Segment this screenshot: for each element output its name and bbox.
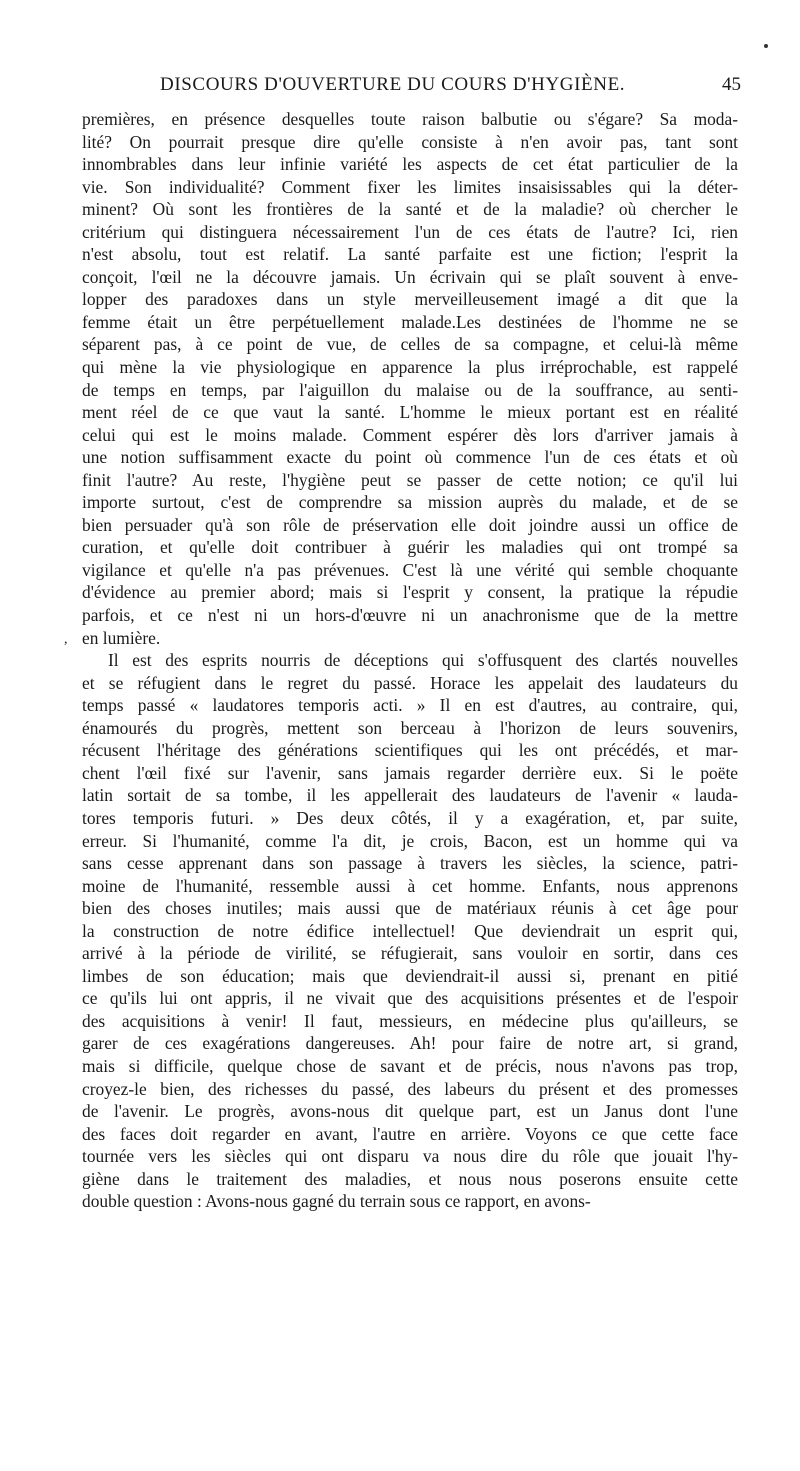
text-line: croyez-le bien, des richesses du passé, des labeurs du présent et des promesses — [82, 1078, 738, 1099]
text-line: minent? Où sont les frontières de la santé et de la maladie? où chercher le — [82, 199, 738, 220]
text-line: arrivé à la période de virilité, se réfugierait, sans vouloir en sortir, dans ces — [82, 943, 738, 964]
text-line: une notion suffisamment exacte du point où commence l'un de ces états et où — [82, 447, 738, 468]
text-line: vie. Son individualité? Comment fixer les limites insaisissables qui la déter- — [82, 176, 738, 197]
text-line: tores temporis futuri. » Des deux côtés, il y a exagération, et, par suite, — [82, 807, 738, 828]
text-line: temps passé « laudatores temporis acti. » Il en est d'autres, au contraire, qui, — [82, 695, 738, 716]
text-line: finit l'autre? Au reste, l'hygiène peut se passer de cette notion; ce qu'il lui — [82, 469, 738, 490]
text-line: double question : Avons-nous gagné du terrain sous ce rapport, en avons- — [82, 1191, 591, 1212]
running-title: DISCOURS D'OUVERTURE DU COURS D'HYGIÈNE. — [160, 74, 626, 95]
text-line: chent l'œil fixé sur l'avenir, sans jamais regarder derrière eux. Si le poëte — [82, 762, 738, 783]
text-line: latin sortait de sa tombe, il les appellerait des laudateurs de l'avenir « lauda- — [82, 785, 738, 806]
margin-comma-mark: , — [64, 632, 68, 647]
text-line: bien des choses inutiles; mais aussi que de matériaux réunis à cet âge pour — [82, 898, 738, 919]
text-line: des acquisitions à venir! Il faut, messieurs, en médecine plus qu'ailleurs, se — [82, 1010, 738, 1031]
text-line: en lumière. — [82, 627, 161, 648]
text-line: limbes de son éducation; mais que deviendrait-il aussi si, prenant en pitié — [82, 965, 738, 986]
text-line: séparent pas, à ce point de vue, de celles de sa compagne, et celui-là même — [82, 334, 738, 355]
text-line: erreur. Si l'humanité, comme l'a dit, je crois, Bacon, est un homme qui va — [82, 830, 738, 851]
text-line: et se réfugient dans le regret du passé. Horace les appelait des laudateurs du — [82, 672, 738, 693]
text-line: énamourés du progrès, mettent son berceau à l'horizon de leurs souvenirs, — [82, 717, 738, 738]
text-line: curation, et qu'elle doit contribuer à guérir les maladies qui ont trompé sa — [82, 537, 738, 558]
body-text — [82, 108, 738, 1213]
page-number: 45 — [722, 74, 741, 95]
text-line: garer de ces exagérations dangereuses. Ah! pour faire de notre art, si grand, — [82, 1033, 738, 1054]
text-line: innombrables dans leur infinie variété les aspects de cet état particulier de la — [82, 154, 738, 175]
text-line: ce qu'ils lui ont appris, il ne vivait que des acquisitions présentes et de l'espoir — [82, 988, 738, 1009]
text-line: premières, en présence desquelles toute raison balbutie ou s'égare? Sa moda- — [82, 109, 738, 129]
text-line: moine de l'humanité, ressemble aussi à cet homme. Enfants, nous apprenons — [82, 875, 738, 896]
running-head — [0, 74, 800, 104]
text-line: critérium qui distinguera nécessairement l'un de ces états de l'autre? Ici, rien — [82, 221, 738, 242]
text-line: bien persuader qu'à son rôle de préservation elle doit joindre aussi un office de — [82, 514, 738, 535]
text-line: mais si difficile, quelque chose de savant et de précis, nous n'avons pas trop, — [82, 1055, 738, 1076]
text-line: d'évidence au premier abord; mais si l'esprit y consent, la pratique la répudie — [82, 582, 738, 603]
text-line: des faces doit regarder en avant, l'autre en arrière. Voyons ce que cette face — [82, 1123, 738, 1144]
text-line: lopper des paradoxes dans un style merveilleusement imagé a dit que la — [82, 289, 738, 310]
text-line: n'est absolu, tout est relatif. La santé parfaite est une fiction; l'esprit la — [82, 244, 738, 265]
text-line: de l'avenir. Le progrès, avons-nous dit quelque part, est un Janus dont l'une — [82, 1101, 738, 1122]
text-line: parfois, et ce n'est ni un hors-d'œuvre ni un anachronisme que de la mettre — [82, 605, 738, 626]
text-line: celui qui est le moins malade. Comment espérer dès lors d'arriver jamais à — [82, 424, 738, 445]
text-line: importe surtout, c'est de comprendre sa mission auprès du malade, et de se — [82, 492, 738, 513]
text-line: giène dans le traitement des maladies, et nous nous poserons ensuite cette — [82, 1168, 738, 1189]
text-line: de temps en temps, par l'aiguillon du malaise ou de la souffrance, au senti- — [82, 379, 738, 400]
text-line: lité? On pourrait presque dire qu'elle consiste à n'en avoir pas, tant sont — [82, 131, 738, 152]
text-line: qui mène la vie physiologique en apparence la plus irréprochable, est rappelé — [82, 357, 738, 378]
text-line: femme était un être perpétuellement malade.Les destinées de l'homme ne se — [82, 311, 738, 332]
text-line: Il est des esprits nourris de déceptions qui s'offusquent des clartés nouvelles — [108, 650, 738, 671]
text-line: sans cesse apprenant dans son passage à travers les siècles, la science, patri- — [82, 853, 738, 874]
print-speck — [764, 44, 768, 48]
text-line: tournée vers les siècles qui ont disparu va nous dire du rôle que jouait l'hy- — [82, 1146, 738, 1167]
text-line: vigilance et qu'elle n'a pas prévenues. C'est là une vérité qui semble choquante — [82, 559, 738, 580]
text-line: conçoit, l'œil ne la découvre jamais. Un écrivain qui se plaît souvent à enve- — [82, 266, 738, 287]
text-line: ment réel de ce que vaut la santé. L'homme le mieux portant est en réalité — [82, 402, 738, 423]
text-line: la construction de notre édifice intellectuel! Que deviendrait un esprit qui, — [82, 920, 738, 941]
text-line: récusent l'héritage des générations scientifiques qui les ont précédés, et mar- — [82, 740, 738, 761]
